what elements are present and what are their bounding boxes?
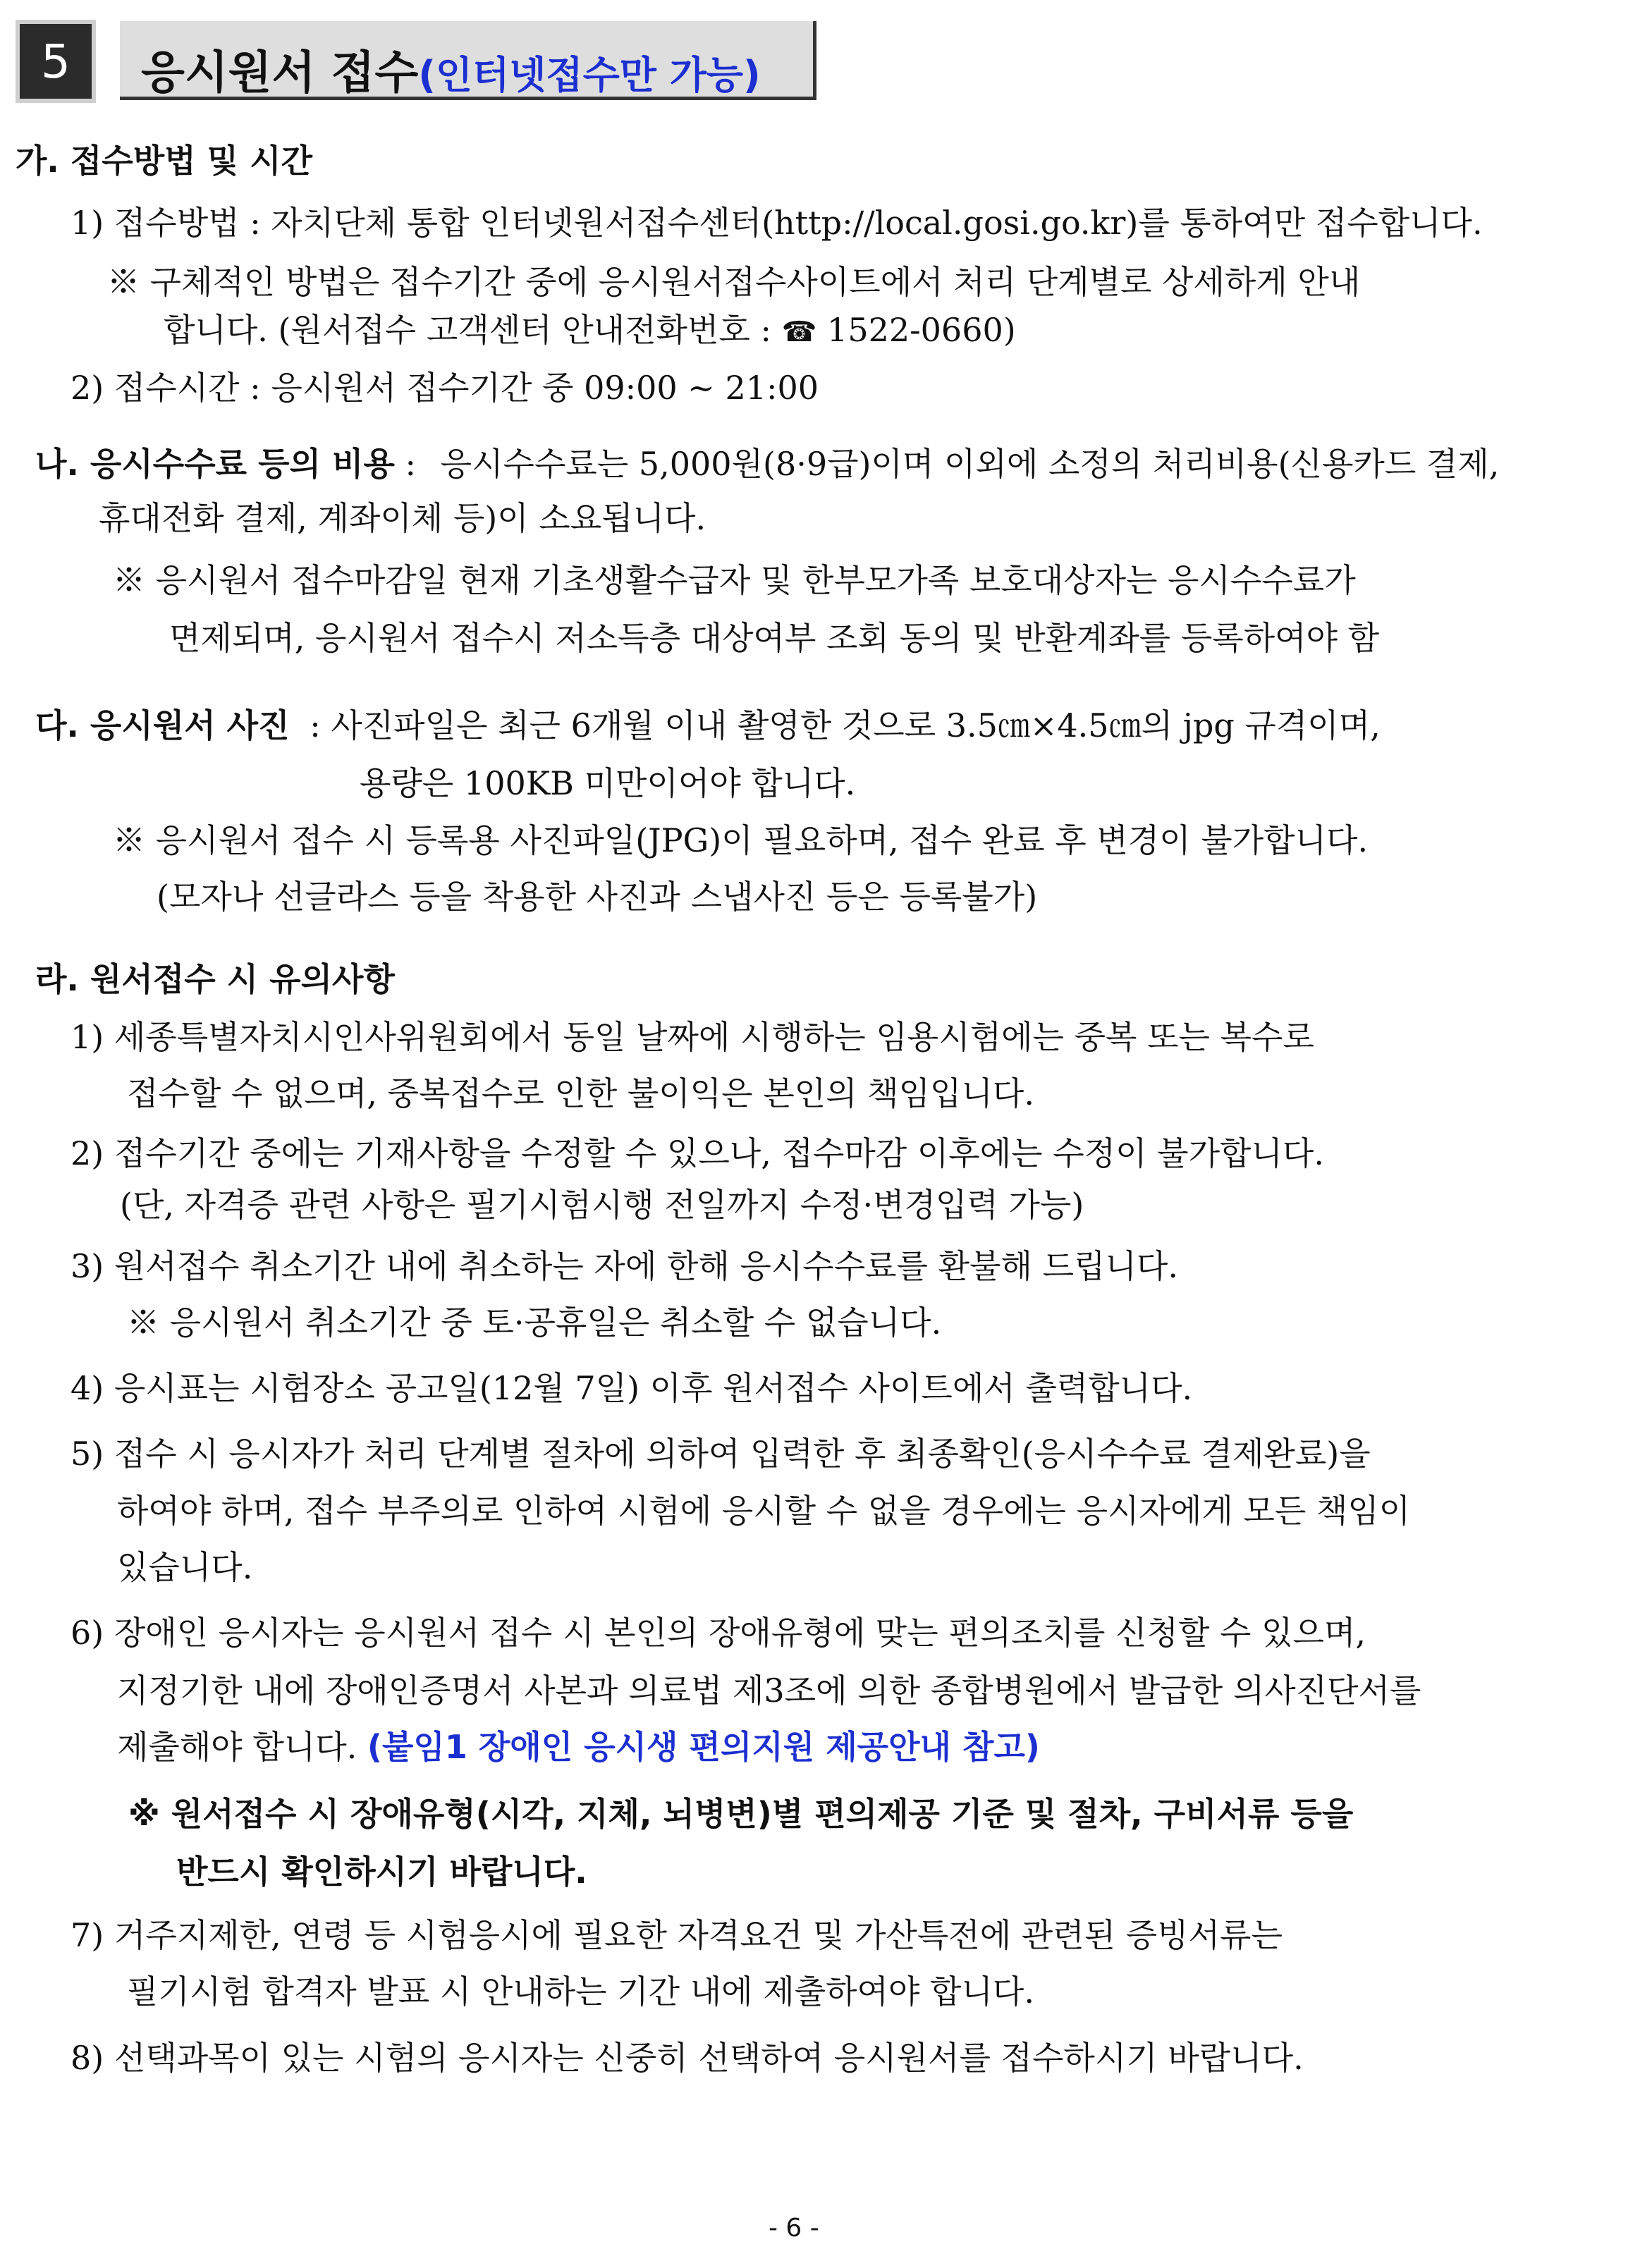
section-number: 5 [41, 34, 71, 89]
na-text: 응시수수료는 5,000원(8·9급)이며 이외에 소정의 처리비용(신용카드 결제, [440, 445, 1500, 483]
attachment-reference: (붙임1 장애인 응시생 편의지원 제공안내 참고) [367, 1728, 1040, 1766]
title-text: 응시원서 접수 [141, 47, 419, 99]
ga-item-2: 2) 접수시간 : 응시원서 접수기간 중 09:00 ~ 21:00 [71, 369, 819, 407]
heading-na: 나. 응시수수료 등의 비용 [35, 445, 395, 483]
ga-item-1: 1) 접수방법 : 자치단체 통합 인터넷원서접수센터(http://local.gosi.go.kr)를 통하여만 접수합니다. [71, 204, 1483, 242]
ra-item-1-line-2: 접수할 수 없으며, 중복접수로 인한 불이익은 본인의 책임입니다. [127, 1074, 1034, 1112]
ra-item-7-line-2: 필기시험 합격자 발표 시 안내하는 기간 내에 제출하여야 합니다. [127, 1973, 1034, 2011]
ra-item-6-line-3 [117, 1728, 1040, 1766]
da-note-line-1: ※ 응시원서 접수 시 등록용 사진파일(JPG)이 필요하며, 접수 완료 후 변경이 불가합니다. [113, 821, 1369, 859]
section-title [141, 37, 761, 102]
ra-item-8: 8) 선택과목이 있는 시험의 응시자는 신중히 선택하여 응시원서를 접수하시기 바랍니다. [71, 2039, 1304, 2077]
heading-ga: 가. 접수방법 및 시간 [16, 142, 313, 180]
ra-item-6-note-line-2: 반드시 확인하시기 바랍니다. [176, 1853, 587, 1891]
section-title-box [120, 21, 816, 100]
ra-item-5-line-2: 하여야 하며, 접수 부주의로 인하여 시험에 응시할 수 없을 경우에는 응시자에게 모든 책임이 [117, 1492, 1411, 1530]
ra-item-4: 4) 응시표는 시험장소 공고일(12월 7일) 이후 원서접수 사이트에서 출력합니다. [71, 1369, 1193, 1407]
da-text: : 사진파일은 최근 6개월 이내 촬영한 것으로 3.5㎝×4.5㎝의 jpg 규격이며, [310, 706, 1381, 744]
ra-item-6-note-line-1: ※ 원서접수 시 장애유형(시각, 지체, 뇌병변)별 편의제공 기준 및 절차, 구비서류 등을 [128, 1795, 1354, 1833]
na-colon: : [405, 445, 417, 483]
ra-item-2-line-2: (단, 자격증 관련 사항은 필기시험시행 전일까지 수정·변경입력 가능) [120, 1186, 1084, 1224]
title-subtitle: (인터넷접수만 가능) [418, 53, 761, 97]
ra-item-3-note: ※ 응시원서 취소기간 중 토·공휴일은 취소할 수 없습니다. [127, 1304, 942, 1342]
heading-ra: 라. 원서접수 시 유의사항 [35, 960, 395, 998]
ra-item-5-line-3: 있습니다. [117, 1548, 253, 1586]
ra-item-6-line-2: 지정기한 내에 장애인증명서 사본과 의료법 제3조에 의한 종합병원에서 발급한 의사진단서를 [117, 1672, 1421, 1710]
ra-item-1-line-1: 1) 세종특별자치시인사위원회에서 동일 날짜에 시행하는 임용시험에는 중복 또는 복수로 [71, 1018, 1314, 1056]
na-line-1 [35, 445, 1500, 483]
da-line-1 [35, 706, 1381, 744]
section-number-badge [16, 20, 96, 103]
na-note-line-1: ※ 응시원서 접수마감일 현재 기초생활수급자 및 한부모가족 보호대상자는 응시수수료가 [113, 561, 1356, 599]
ra-item-7-line-1: 7) 거주지제한, 연령 등 시험응시에 필요한 자격요건 및 가산특전에 관련된 증빙서류는 [71, 1916, 1283, 1954]
da-note-line-2: (모자나 선글라스 등을 착용한 사진과 스냅사진 등은 등록불가) [157, 878, 1038, 916]
heading-da: 다. 응시원서 사진 [35, 706, 290, 744]
ra-item-6-line-1: 6) 장애인 응시자는 응시원서 접수 시 본인의 장애유형에 맞는 편의조치를 신청할 수 있으며, [71, 1614, 1366, 1652]
da-line-2: 용량은 100KB 미만이어야 합니다. [360, 764, 856, 802]
ga-note-text: 합니다. (원서접수 고객센터 안내전화번호 : [164, 311, 771, 349]
ra-item-6-text: 제출해야 합니다. [117, 1728, 357, 1766]
ga-note-line-2 [164, 311, 1016, 349]
na-note-line-2: 면제되며, 응시원서 접수시 저소득층 대상여부 조회 동의 및 반환계좌를 등록하여야 함 [169, 619, 1380, 657]
ra-item-5-line-1: 5) 접수 시 응시자가 처리 단계별 절차에 의하여 입력한 후 최종확인(응시수수료 결제완료)을 [71, 1435, 1371, 1473]
phone-number: 1522-0660) [827, 311, 1016, 349]
phone-icon: ☎ [781, 316, 817, 348]
ra-item-3: 3) 원서접수 취소기간 내에 취소하는 자에 한해 응시수수료를 환불해 드립니다. [71, 1247, 1178, 1285]
na-line-2: 휴대전화 결제, 계좌이체 등)이 소요됩니다. [99, 499, 706, 537]
ga-note-line-1: ※ 구체적인 방법은 접수기간 중에 응시원서접수사이트에서 처리 단계별로 상세하게 안내 [107, 263, 1361, 301]
ra-item-2-line-1: 2) 접수기간 중에는 기재사항을 수정할 수 있으나, 접수마감 이후에는 수정이 불가합니다. [71, 1134, 1324, 1172]
page-number: - 6 - [769, 2214, 819, 2243]
